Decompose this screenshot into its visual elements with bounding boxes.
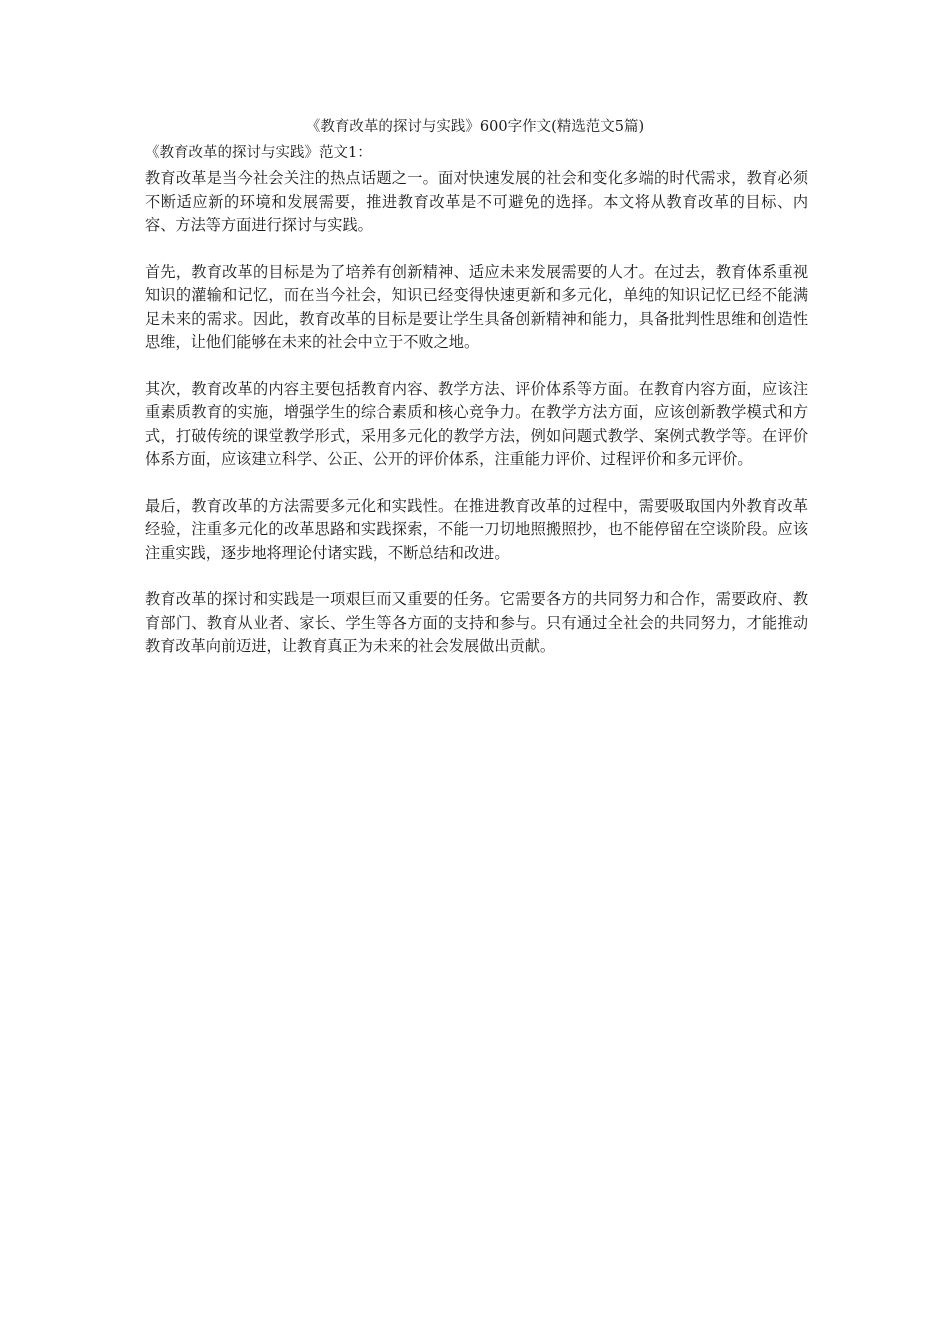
paragraph-content: 其次，教育改革的内容主要包括教育内容、教学方法、评价体系等方面。在教育内容方面，应该注重素质教育的实施，增强学生的综合素质和核心竞争力。在教学方法方面，应该创新教学模式和方式，打破传统的课堂教学形式，采用多元化的教学方法，例如问题式教学、案例式教学等。在评价体系方面，应该建立科学、公正、公开的评价体系，注重能力评价、过程评价和多元评价。	[145, 379, 808, 468]
paragraph-goals: 首先，教育改革的目标是为了培养有创新精神、适应未来发展需要的人才。在过去，教育体系重视知识的灌输和记忆，而在当今社会，知识已经变得快速更新和多元化，单纯的知识记忆已经不能满足未来的需求。因此，教育改革的目标是要让学生具备创新精神和能力，具备批判性思维和创造性思维，让他们能够在未来的社会中立于不败之地。	[145, 262, 808, 351]
essay-body	[145, 167, 808, 682]
paragraph-methods: 最后，教育改革的方法需要多元化和实践性。在推进教育改革的过程中，需要吸取国内外教育改革经验，注重多元化的改革思路和实践探索，不能一刀切地照搬照抄，也不能停留在空谈阶段。应该注重实践，逐步地将理论付诸实践，不断总结和改进。	[145, 496, 808, 562]
essay-heading: 《教育改革的探讨与实践》范文1：	[145, 145, 372, 161]
paragraph-conclusion: 教育改革的探讨和实践是一项艰巨而又重要的任务。它需要各方的共同努力和合作，需要政府、教育部门、教育从业者、家长、学生等各方面的支持和参与。只有通过全社会的共同努力，才能推动教育改革向前迈进，让教育真正为未来的社会发展做出贡献。	[145, 590, 808, 655]
document-title: 《教育改革的探讨与实践》600字作文(精选范文5篇)	[305, 119, 645, 135]
paragraph-intro: 教育改革是当今社会关注的热点话题之一。面对快速发展的社会和变化多端的时代需求，教育必须不断适应新的环境和发展需要，推进教育改革是不可避免的选择。本文将从教育改革的目标、内容、方法等方面进行探讨与实践。	[145, 169, 808, 234]
